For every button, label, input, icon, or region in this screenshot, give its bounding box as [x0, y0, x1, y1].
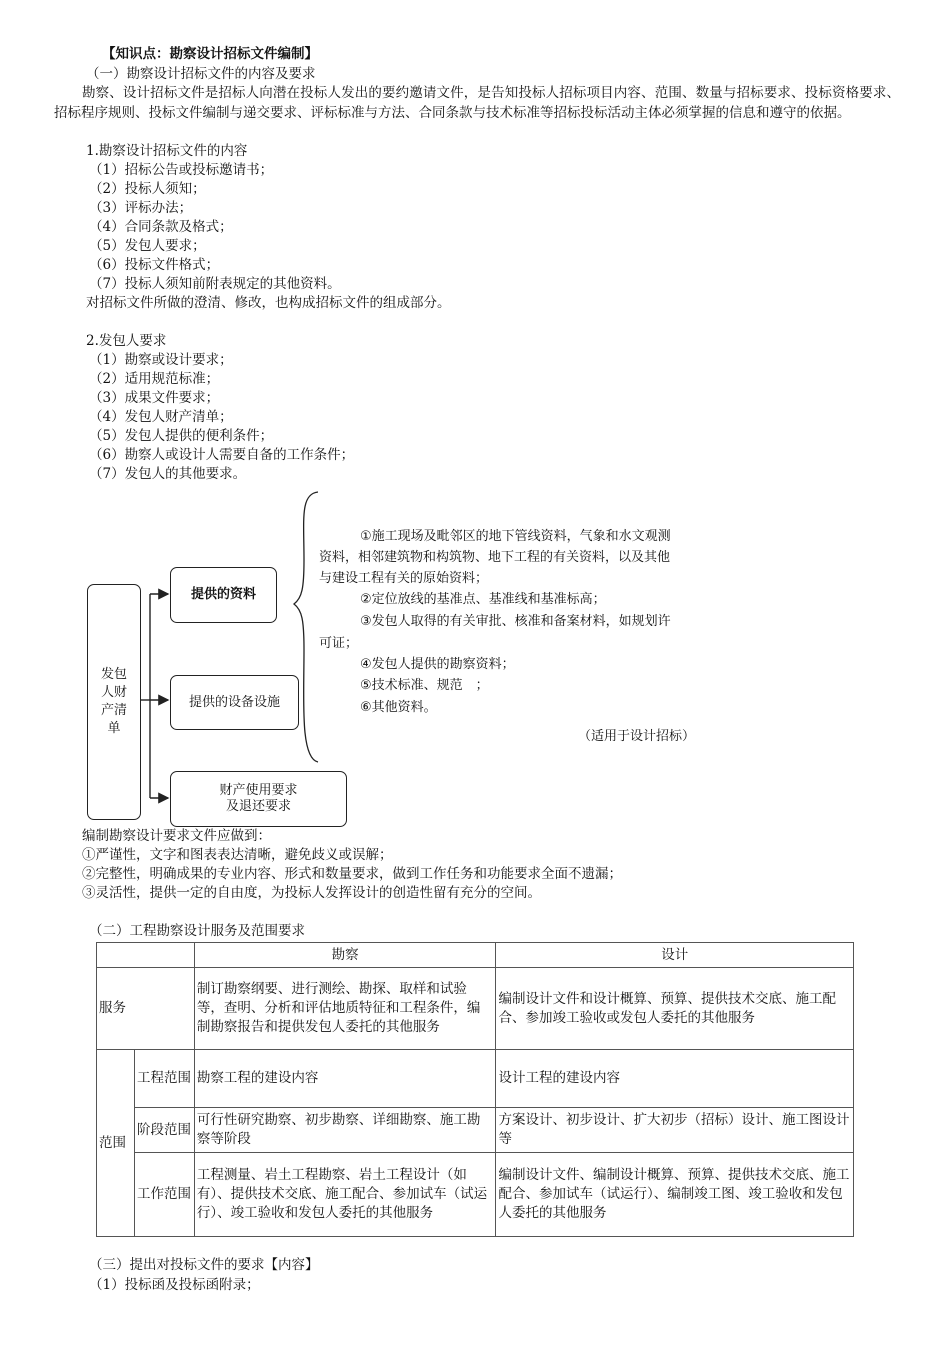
facilities-box — [170, 675, 299, 730]
compile-title: 编制勘察设计要求文件应做到： — [82, 828, 271, 844]
header-design: 设计 — [496, 943, 854, 968]
cell-work-survey: 工程测量、岩土工程勘察、岩土工程设计（如有）、提供技术交底、施工配合、参加试车（试运行）、竣工验收和发包人委托的其他服务 — [194, 1153, 496, 1237]
table-corner — [97, 943, 195, 968]
detail-line: ⑥其他资料。 — [360, 700, 437, 715]
content-item: （7）投标人须知前附表规定的其他资料。 — [89, 276, 341, 292]
materials-label: 提供的资料 — [190, 587, 256, 602]
requirement-item: （2）适用规范标准； — [89, 371, 220, 387]
section3-item: （1）投标函及投标函附录； — [89, 1277, 260, 1293]
cell-stage-survey: 可行性研究勘察、初步勘察、详细勘察、施工勘察等阶段 — [194, 1108, 496, 1153]
detail-line: ②定位放线的基准点、基准线和基准标高； — [360, 592, 606, 607]
detail-line: ①施工现场及毗邻区的地下管线资料，气象和水文观测 — [360, 529, 671, 544]
service-scope-table — [96, 942, 854, 1237]
detail-line: 与建设工程有关的原始资料； — [319, 571, 489, 586]
header-survey: 勘察 — [194, 943, 496, 968]
section1-intro: 勘察、设计招标文件是招标人向潜在投标人发出的要约邀请文件，是告知投标人招标项目内容、范围、数量与招标要求、投标资格要求、招标程序规则、投标文件编制与递交要求、评标标准与方法、合同条款与技术标准等招标投标活动主体必须掌握的信息和遵守的依据。 — [54, 85, 900, 121]
row-label-work-scope: 工作范围 — [134, 1153, 194, 1237]
facilities-label: 提供的设备设施 — [188, 694, 280, 710]
requirement-item: （7）发包人的其他要求。 — [89, 466, 247, 482]
requirement-item: （5）发包人提供的便利条件； — [89, 428, 274, 444]
content-note: 对招标文件所做的澄清、修改，也构成招标文件的组成部分。 — [86, 295, 451, 311]
cell-engineering-design: 设计工程的建设内容 — [496, 1050, 854, 1108]
knowledge-heading: 【知识点：勘察设计招标文件编制】 — [102, 46, 318, 62]
requirement-item: （6）勘察人或设计人需要自备的工作条件； — [89, 447, 355, 463]
row-label-service: 服务 — [97, 968, 195, 1050]
materials-box — [170, 567, 277, 623]
requirement-item: （3）成果文件要求； — [89, 390, 220, 406]
cell-stage-design: 方案设计、初步设计、扩大初步（招标）设计、施工图设计等 — [496, 1108, 854, 1153]
requirement-item: （1）勘察或设计要求； — [89, 352, 233, 368]
row-label-engineering-scope: 工程范围 — [134, 1050, 194, 1108]
content-item: （6）投标文件格式； — [89, 257, 220, 273]
cell-work-design: 编制设计文件、编制设计概算、预算、提供技术交底、施工配合、参加试车（试运行）、编制竣工图、竣工验收和发包人委托的其他服务 — [496, 1153, 854, 1237]
usage-label: 财产使用要求及退还要求 — [219, 783, 298, 814]
detail-line: ⑤技术标准、规范 ； — [360, 678, 489, 693]
content-item: （5）发包人要求； — [89, 238, 206, 254]
content-item: （1）招标公告或投标邀请书； — [89, 162, 274, 178]
detail-line: ③发包人取得的有关审批、核准和备案材料，如规划许 — [360, 614, 671, 629]
content-item: （3）评标办法； — [89, 200, 193, 216]
content-item: （4）合同条款及格式； — [89, 219, 233, 235]
content-title: 1.勘察设计招标文件的内容 — [86, 143, 248, 159]
compile-item: ③灵活性，提供一定的自由度，为投标人发挥设计的创造性留有充分的空间。 — [82, 885, 541, 901]
cell-service-design: 编制设计文件和设计概算、预算、提供技术交底、施工配合、参加竣工验收或发包人委托的其他服务 — [496, 968, 854, 1050]
content-item: （2）投标人须知； — [89, 181, 206, 197]
cell-engineering-survey: 勘察工程的建设内容 — [194, 1050, 496, 1108]
compile-item: ②完整性，明确成果的专业内容、形式和数量要求，做到工作任务和功能要求全面不遗漏； — [82, 866, 622, 882]
requirement-item: （4）发包人财产清单； — [89, 409, 233, 425]
row-label-stage-scope: 阶段范围 — [134, 1108, 194, 1153]
cell-service-survey: 制订勘察纲要、进行测绘、勘探、取样和试验等，查明、分析和评估地质特征和工程条件，编制勘察报告和提供发包人委托的其他服务 — [194, 968, 496, 1050]
compile-item: ①严谨性，文字和图表表达清晰，避免歧义或误解； — [82, 847, 393, 863]
section1-title: （一）勘察设计招标文件的内容及要求 — [86, 66, 316, 82]
applicability-note: （适用于设计招标） — [578, 729, 696, 744]
root-label: 发包人财产清单 — [100, 667, 127, 736]
section3-title: （三）提出对投标文件的要求【内容】 — [89, 1257, 319, 1273]
usage-box — [170, 771, 347, 827]
detail-line: 可证； — [319, 636, 359, 651]
section2-title: （二）工程勘察设计服务及范围要求 — [89, 923, 305, 939]
detail-line: 资料，相邻建筑物和构筑物、地下工程的有关资料，以及其他 — [319, 550, 671, 565]
requirements-title: 2.发包人要求 — [86, 333, 167, 349]
row-label-scope: 范围 — [97, 1050, 135, 1237]
detail-line: ④发包人提供的勘察资料； — [360, 657, 515, 672]
root-box — [87, 584, 141, 820]
